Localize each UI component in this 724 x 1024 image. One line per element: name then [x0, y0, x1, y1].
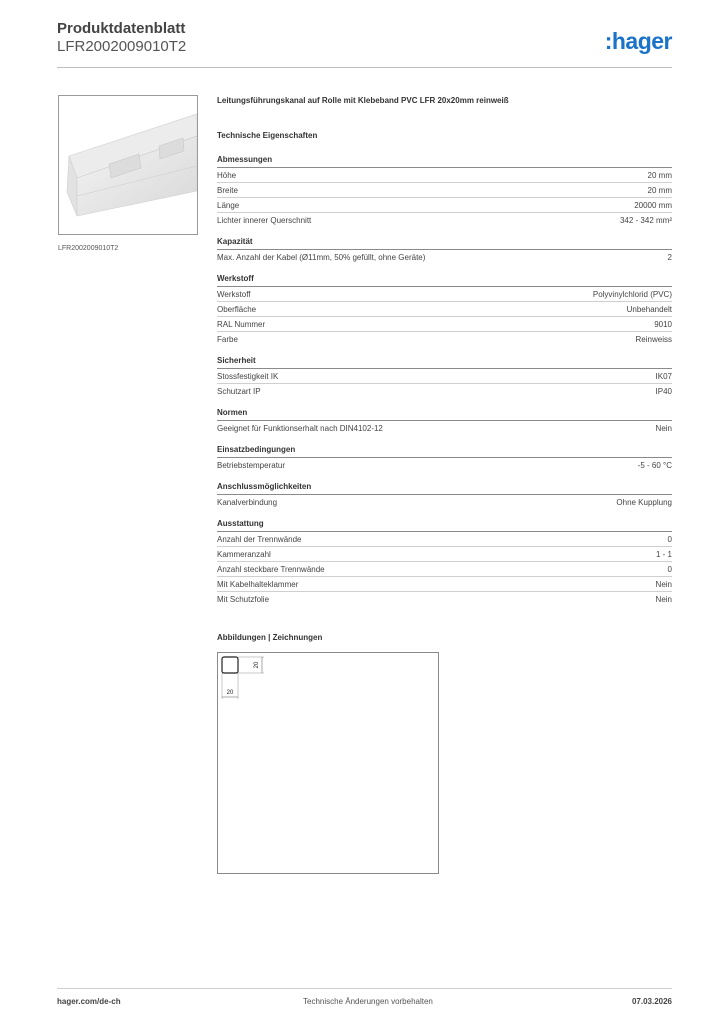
property-value: Nein — [655, 424, 672, 433]
property-label: Anzahl der Trennwände — [217, 535, 302, 544]
property-label: Länge — [217, 201, 240, 210]
tech-heading: Technische Eigenschaften — [217, 131, 318, 140]
property-row — [217, 533, 672, 547]
article-number: LFR2002009010T2 — [57, 38, 187, 55]
footer-website[interactable]: hager.com/de-ch — [57, 997, 121, 1006]
hager-logo: :hager — [604, 28, 672, 54]
property-label: Betriebstemperatur — [217, 461, 286, 470]
property-row — [217, 496, 672, 509]
property-value: Unbehandelt — [626, 305, 672, 314]
property-sections — [217, 155, 672, 606]
property-value: IK07 — [655, 372, 672, 381]
section-title: Abmessungen — [217, 155, 672, 168]
product-image — [58, 95, 198, 235]
cross-section-drawing — [218, 653, 438, 873]
property-label: Kanalverbindung — [217, 498, 278, 507]
section-7 — [217, 519, 672, 606]
section-5 — [217, 445, 672, 472]
footer-date: 07.03.2026 — [631, 997, 672, 1006]
property-row — [217, 593, 672, 606]
property-row — [217, 303, 672, 317]
page-title: Produktdatenblatt — [57, 20, 186, 37]
property-value: IP40 — [655, 387, 672, 396]
property-label: Kammeranzahl — [217, 550, 271, 559]
property-row — [217, 333, 672, 346]
section-title: Ausstattung — [217, 519, 672, 532]
property-row — [217, 385, 672, 398]
section-4 — [217, 408, 672, 435]
property-row — [217, 184, 672, 198]
property-row — [217, 251, 672, 264]
height-dimension: 20 — [254, 661, 260, 669]
section-title: Anschlussmöglichkeiten — [217, 482, 672, 495]
property-value: 2 — [667, 253, 672, 262]
footer-divider — [57, 988, 672, 989]
property-label: RAL Nummer — [217, 320, 266, 329]
property-value: 0 — [667, 535, 672, 544]
header-divider — [57, 67, 672, 68]
section-3 — [217, 356, 672, 398]
property-row — [217, 459, 672, 472]
property-label: Mit Schutzfolie — [217, 595, 270, 604]
section-title: Werkstoff — [217, 274, 672, 287]
property-row — [217, 370, 672, 384]
property-label: Werkstoff — [217, 290, 251, 299]
property-label: Höhe — [217, 171, 237, 180]
section-0 — [217, 155, 672, 227]
property-value: 342 - 342 mm² — [619, 216, 672, 225]
section-6 — [217, 482, 672, 509]
section-2 — [217, 274, 672, 346]
property-label: Geeignet für Funktionserhalt nach DIN4102-12 — [217, 424, 383, 433]
property-label: Lichter innerer Querschnitt — [217, 216, 312, 225]
property-value: 20000 mm — [634, 201, 672, 210]
product-title: Leitungsführungskanal auf Rolle mit Klebeband PVC LFR 20x20mm reinweiß — [217, 96, 509, 105]
section-title: Kapazität — [217, 237, 672, 250]
property-label: Schutzart IP — [217, 387, 261, 396]
property-value: Ohne Kupplung — [616, 498, 672, 507]
property-value: -5 - 60 °C — [637, 461, 672, 470]
property-row — [217, 318, 672, 332]
section-title: Einsatzbedingungen — [217, 445, 672, 458]
property-row — [217, 548, 672, 562]
property-row — [217, 214, 672, 227]
property-value: 9010 — [654, 320, 672, 329]
section-title: Normen — [217, 408, 672, 421]
property-label: Breite — [217, 186, 238, 195]
property-value: 20 mm — [647, 186, 672, 195]
property-row — [217, 578, 672, 592]
property-value: Polyvinylchlorid (PVC) — [592, 290, 672, 299]
property-label: Mit Kabelhalteklammer — [217, 580, 299, 589]
cable-duct-photo-icon — [59, 96, 197, 234]
property-label: Oberfläche — [217, 305, 257, 314]
properties-panel — [217, 96, 672, 606]
section-1 — [217, 237, 672, 264]
drawings-title: Abbildungen | Zeichnungen — [217, 633, 323, 642]
footer-note: Technische Änderungen vorbehalten — [303, 997, 433, 1006]
property-value: 20 mm — [647, 171, 672, 180]
property-row — [217, 199, 672, 213]
property-row — [217, 288, 672, 302]
property-value: Reinweiss — [635, 335, 672, 344]
property-label: Stossfestigkeit IK — [217, 372, 279, 381]
property-label: Farbe — [217, 335, 238, 344]
property-row — [217, 169, 672, 183]
width-dimension: 20 — [226, 690, 234, 696]
property-value: 0 — [667, 565, 672, 574]
section-title: Sicherheit — [217, 356, 672, 369]
property-value: 1 - 1 — [655, 550, 672, 559]
property-row — [217, 422, 672, 435]
drawing-frame — [217, 652, 439, 874]
property-row — [217, 563, 672, 577]
property-value: Nein — [655, 595, 672, 604]
property-value: Nein — [655, 580, 672, 589]
product-code: LFR2002009010T2 — [58, 245, 119, 252]
property-label: Anzahl steckbare Trennwände — [217, 565, 325, 574]
property-label: Max. Anzahl der Kabel (Ø11mm, 50% gefüllt, ohne Geräte) — [217, 253, 426, 262]
